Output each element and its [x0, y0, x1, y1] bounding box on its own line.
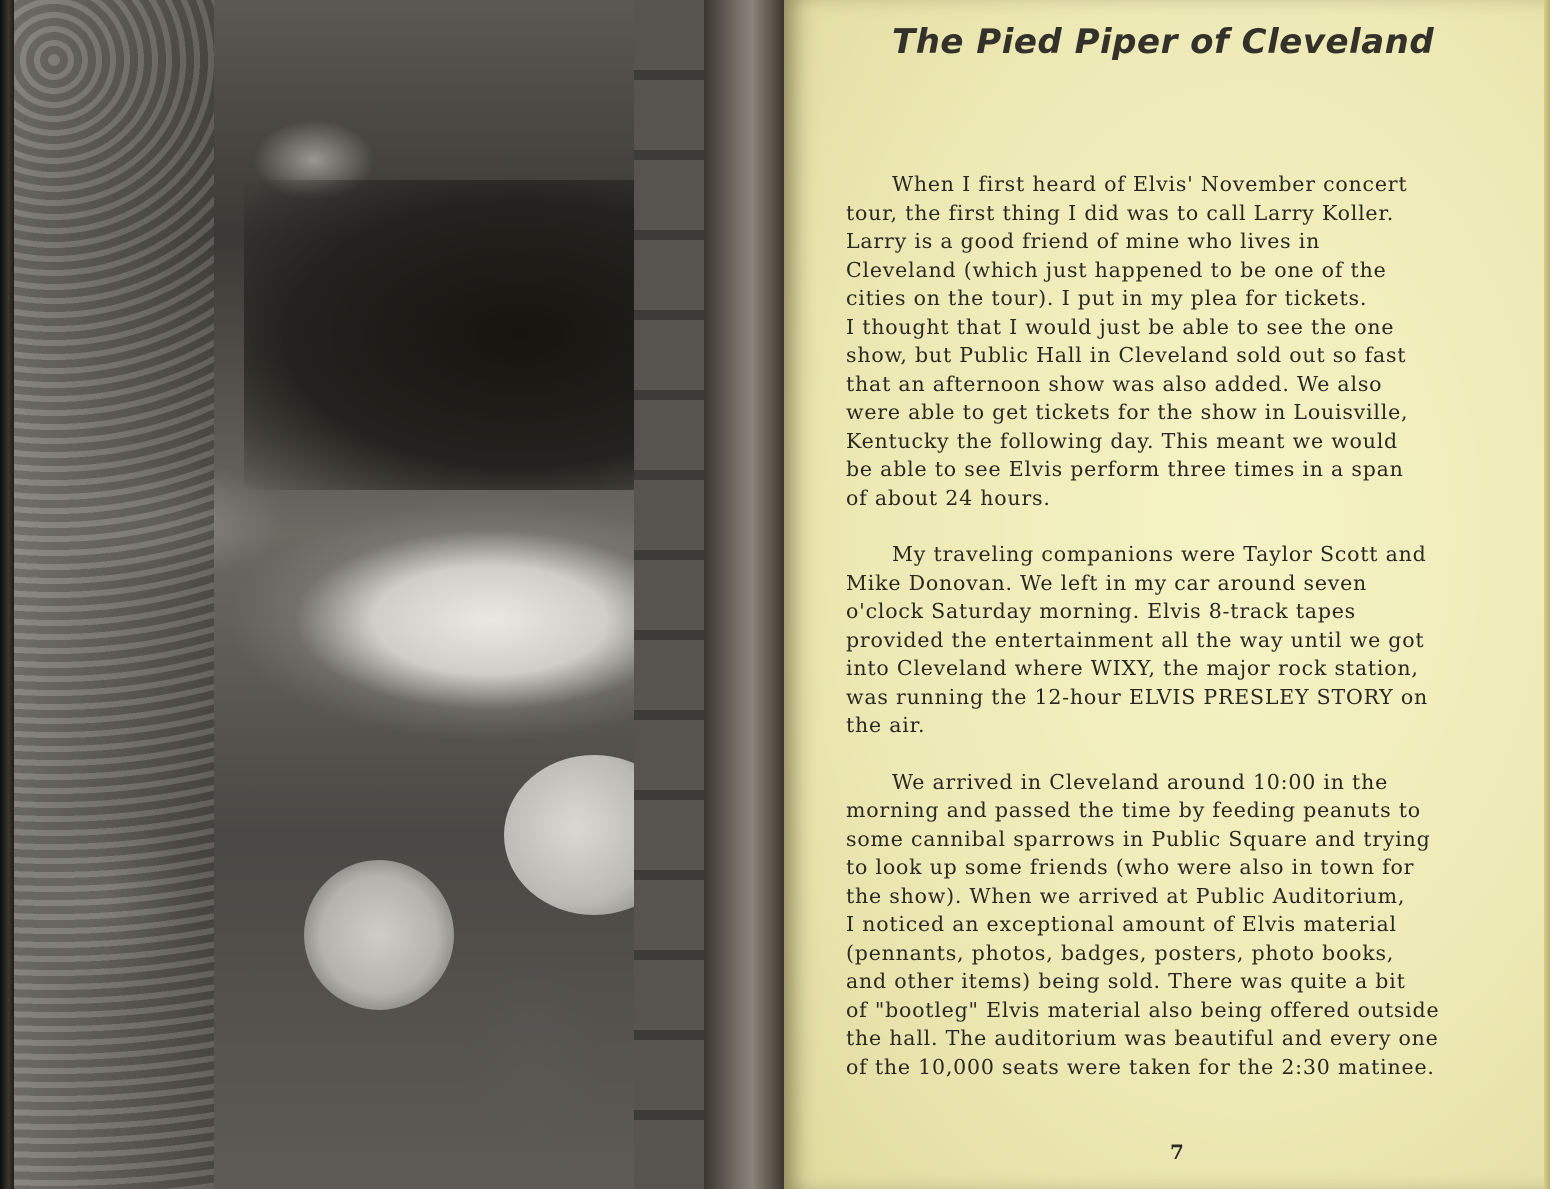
concert-stage-photo	[14, 0, 704, 1189]
text-line: show, but Public Hall in Cleveland sold out so fast	[846, 343, 1407, 367]
text-line: We arrived in Cleveland around 10:00 in the	[892, 769, 1389, 794]
text-line: to look up some friends (who were also in town for	[846, 855, 1415, 879]
audience-crowd	[14, 0, 214, 1189]
text-line: I noticed an exceptional amount of Elvis material	[846, 912, 1397, 936]
paragraph-2	[846, 540, 1526, 740]
book-gutter	[704, 0, 784, 1189]
text-line: of the 10,000 seats were taken for the 2:30 matinee.	[846, 1054, 1435, 1079]
page-edge	[0, 0, 14, 1189]
paragraph-3	[846, 768, 1526, 1082]
text-line: provided the entertainment all the way until we got	[846, 627, 1425, 652]
paragraph-1	[846, 170, 1526, 512]
text-line: that an afternoon show was also added. We also	[846, 371, 1383, 396]
guitar	[304, 860, 454, 1010]
text-line: tour, the first thing I did was to call Larry Koller.	[846, 200, 1395, 225]
text-line: of "bootleg" Elvis material also being offered outside	[846, 997, 1440, 1022]
article-body	[846, 170, 1526, 1109]
text-line: and other items) being sold. There was quite a bit	[846, 969, 1406, 993]
text-line: Larry is a good friend of mine who lives in	[846, 229, 1321, 253]
text-line: be able to see Elvis perform three times in a span	[846, 457, 1404, 481]
text-line: some cannibal sparrows in Public Square and trying	[846, 826, 1431, 851]
text-line: the show). When we arrived at Public Auditorium,	[846, 883, 1406, 908]
text-line: (pennants, photos, badges, posters, photo books,	[846, 940, 1395, 965]
stage-floor	[634, 0, 704, 1189]
text-line: was running the 12-hour ELVIS PRESLEY STORY on	[846, 684, 1428, 709]
page-number: 7	[1170, 1140, 1184, 1164]
right-page-text	[784, 0, 1550, 1189]
text-line: Cleveland (which just happened to be one of the	[846, 257, 1387, 282]
text-line: o'clock Saturday morning. Elvis 8-track tapes	[846, 599, 1357, 623]
text-line: Kentucky the following day. This meant we would	[846, 428, 1398, 453]
text-line: morning and passed the time by feeding peanuts to	[846, 798, 1421, 822]
page-edge-right	[1544, 0, 1550, 1189]
text-line: the hall. The auditorium was beautiful and every one	[846, 1026, 1439, 1050]
text-line: were able to get tickets for the show in Louisville,	[846, 400, 1409, 424]
text-line: I thought that I would just be able to see the one	[846, 314, 1395, 339]
text-line: When I first heard of Elvis' November concert	[892, 172, 1408, 196]
text-line: of about 24 hours.	[846, 485, 1051, 510]
text-line: into Cleveland where WIXY, the major rock station,	[846, 656, 1419, 680]
page-title: The Pied Piper of Cleveland	[892, 22, 1435, 62]
text-line: My traveling companions were Taylor Scott and	[892, 542, 1427, 566]
text-line: the air.	[846, 713, 926, 737]
text-line: Mike Donovan. We left in my car around seven	[846, 570, 1368, 595]
text-line: cities on the tour). I put in my plea for tickets.	[846, 286, 1368, 310]
